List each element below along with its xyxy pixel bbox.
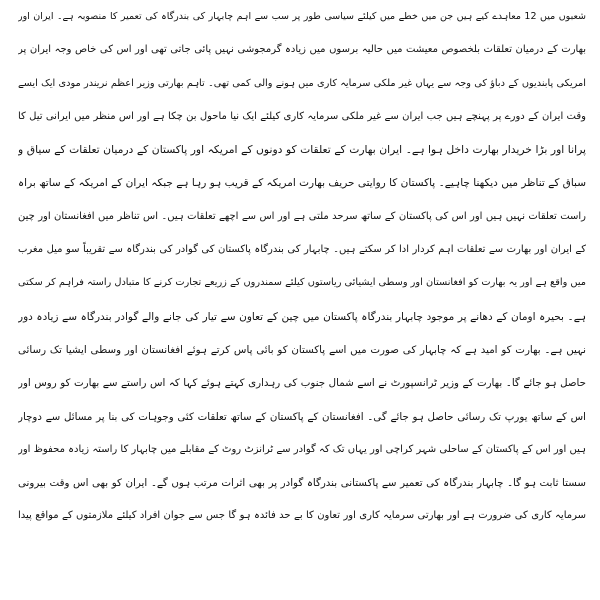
text-line: ہیں اور اس کے پاکستان کے ساحلی شہر کراچی اور یہاں تک کہ گوادر سے ٹرانزٹ روٹ کے مقابلے میں چابہار کا راستہ زیادہ محفوظ اور (18, 443, 586, 455)
article-body (18, 2, 586, 535)
text-line: شعبوں میں 12 معاہدے کیے ہیں جن میں خطے میں کیلئے سیاسی طور پر سب سے اہم چابہار کی بندرگاہ کی تعمیر کا منصوبہ ہے۔ ایران اور (18, 11, 586, 22)
text-line: پرانا اور بڑا خریدار بھارت داخل ہوا ہے۔ ایران بھارت کے تعلقات کو دونوں کے امریکہ اور پاکستان کے درمیان تعلقات کے سیاق و (18, 143, 586, 157)
text-line: وقت ایران کے دورے پر پہنچے ہیں جب ایران سے غیر ملکی سرمایہ کاری کیلئے ایک نیا ماحول بن چکا ہے اور اس منظر میں ایرانی تیل کا (18, 110, 586, 122)
text-line: نہیں ہے۔ بھارت کو امید ہے کہ چابہار کی صورت میں اسے پاکستان کو بائی پاس کرتے ہوئے افغانستان اور وسطی ایشیا تک رسائی (18, 343, 586, 356)
text-line: بھارت کے درمیان تعلقات بلخصوص معیشت میں حالیہ برسوں میں زیادہ گرمجوشی نہیں پائی جاتی تھی اور اس کی خاص وجہ ایران پر (18, 44, 586, 56)
text-line: ہے۔ بحیرہ اومان کے دھانے پر موجود چابہار بندرگاہ پاکستان میں چین کے تعاون سے تیار کی جانے والے گوادر بندرگاہ سے زیادہ دور (18, 310, 586, 323)
text-line: سرمایہ کاری کی ضرورت ہے اور بھارتی سرمایہ کاری اور تعاون کا بے حد فائدہ ہو گا جس سے جوان افراد کیلئے ملازمتوں کے مواقع پیدا (18, 510, 586, 522)
text-line: راست تعلقات نہیں ہیں اور اس کی پاکستان کے ساتھ سرحد ملتی ہے اور اس سے اچھے تعلقات ہیں۔ اس تناظر میں افغانستان اور چین (18, 210, 586, 222)
text-line: اس کے ساتھ یورپ تک رسائی حاصل ہو جائے گی۔ افغانستان کے پاکستان کے ساتھ تعلقات کئی وجوہات کی بنا پر مسائل سے دوچار (18, 410, 586, 423)
text-line: میں واقع ہے اور یہ بھارت کو افغانستان اور وسطی ایشیائی ریاستوں کیلئے سمندروں کے زریعے تجارت کرنے کا متبادل راستہ فراہم کر سکتی (18, 277, 586, 289)
text-line: امریکی پابندیوں کے دباؤ کی وجہ سے یہاں غیر ملکی سرمایہ کاری میں ہونے والی کمی تھی۔ تاہم بھارتی وزیر اعظم نریندر مودی ایک ایسے (18, 77, 586, 89)
text-line: سباق کے تناظر میں دیکھنا چاہیے۔ پاکستان کا روایتی حریف بھارت امریکہ کے قریب ہو رہا ہے جبکہ ایران کے امریکہ کے ساتھ براہ (18, 177, 586, 190)
text-line: حاصل ہو جائے گا۔ بھارت کے وزیر ٹرانسپورٹ نے اسے شمال جنوب کی رہداری کہتے ہوئے کہا کہ اس راستے سے بھارت کو روس اور (18, 377, 586, 390)
text-line: سستا ثابت ہو گا۔ چابہار بندرگاہ کی تعمیر سے پاکستانی بندرگاہ گوادر پر بھی اثرات مرتب ہوں گے۔ ایران کو بھی اس وقت بیرونی (18, 477, 586, 490)
text-line: کے ایران اور بھارت سے تعلقات اہم کردار ادا کر سکتے ہیں۔ چابہار کی بندرگاہ پاکستان کی گوادر کی بندرگاہ سے تقریباً سو میل مغرب (18, 244, 586, 256)
